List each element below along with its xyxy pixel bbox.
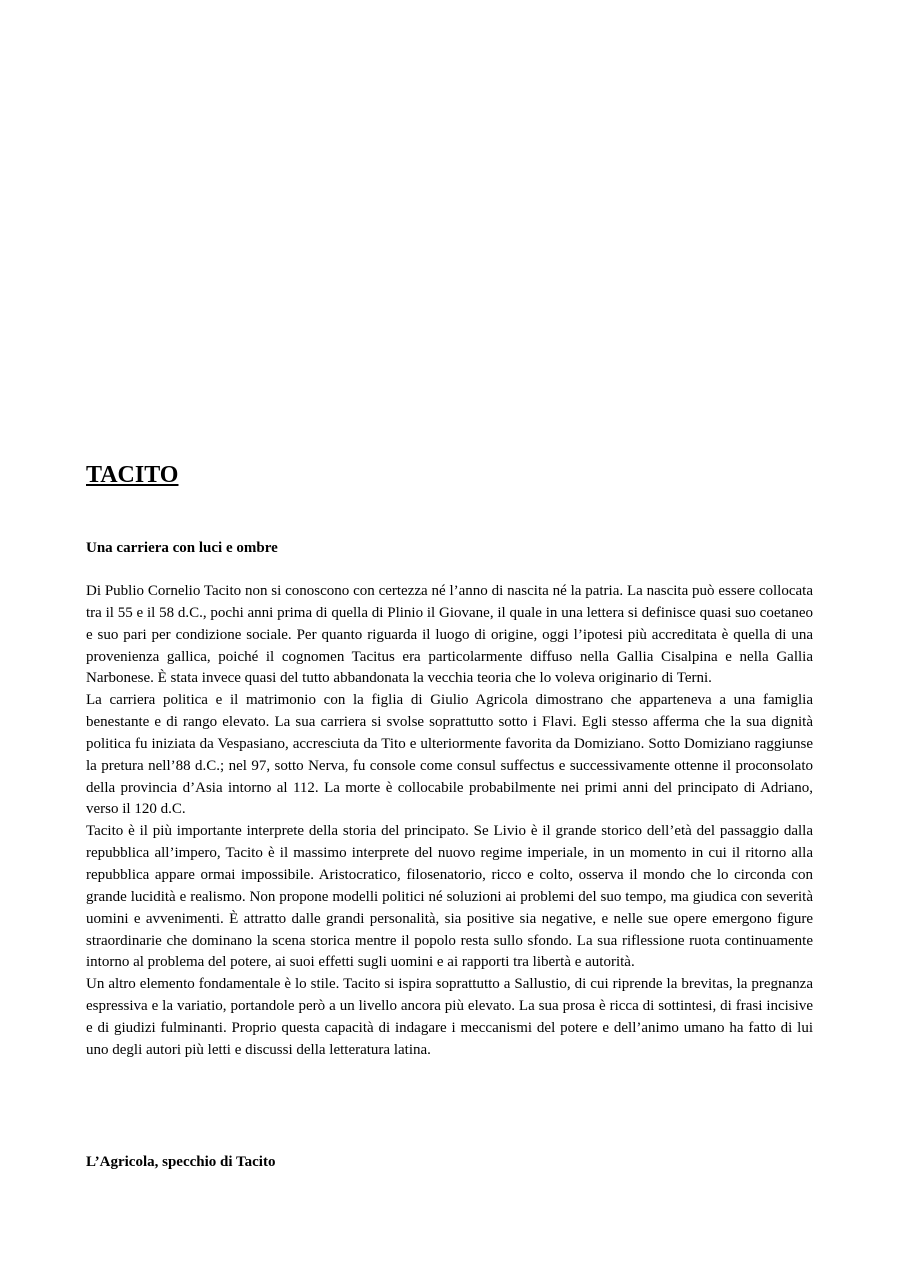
section-body-career — [86, 581, 813, 1062]
paragraph: Di Publio Cornelio Tacito non si conoscono con certezza né l’anno di nascita né la patria. La nascita può essere collocata tra il 55 e il 58 d.C., pochi anni prima di quella di Plinio il Giovane, il quale in una lettera si definisce quasi suo coetaneo e suo pari per condizione sociale. Per quanto riguarda il luogo di origine, oggi l’ipotesi più accreditata è quella di una provenienza gallica, poiché il cognomen Tacitus era particolarmente diffuso nella Gallia Cisalpina e nella Gallia Narbonese. È stata invece quasi del tutto abbandonata la vecchia teoria che lo voleva originario di Terni. — [86, 583, 813, 687]
section-heading-agricola: L’Agricola, specchio di Tacito — [86, 1154, 276, 1170]
paragraph: Tacito è il più importante interprete della storia del principato. Se Livio è il grande storico dell’età del passaggio dalla repubblica all’impero, Tacito è il massimo interprete del nuovo regime imperiale, in un momento in cui il ritorno alla repubblica appare ormai impossibile. Aristocratico, filosenatorio, ricco e colto, osserva il mondo che lo circonda con grande lucidità e realismo. Non propone modelli politici né soluzioni ai problemi del suo tempo, ma giudica con severità uomini e avvenimenti. È attratto dalle grandi personalità, sia positive sia negative, e nelle sue opere emergono figure straordinarie che dominano la scena storica mentre il popolo resta sullo sfondo. La sua riflessione ruota continuamente intorno al problema del potere, ai suoi effetti sugli uomini e ai rapporti tra libertà e autorità. — [86, 823, 813, 971]
paragraph: Un altro elemento fondamentale è lo stile. Tacito si ispira soprattutto a Sallustio, di cui riprende la brevitas, la pregnanza espressiva e la variatio, portandole però a un livello ancora più elevato. La sua prosa è ricca di sottintesi, di frasi incisive e di giudizi fulminanti. Proprio questa capacità di indagare i meccanismi del potere e dell’animo umano ha fatto di lui uno degli autori più letti e discussi della letteratura latina. — [86, 976, 813, 1058]
paragraph: La carriera politica e il matrimonio con la figlia di Giulio Agricola dimostrano che apparteneva a una famiglia benestante e di rango elevato. La sua carriera si svolse soprattutto sotto i Flavi. Egli stesso afferma che la sua dignità politica fu iniziata da Vespasiano, accresciuta da Tito e ulteriormente favorita da Domiziano. Sotto Domiziano raggiunse la pretura nell’88 d.C.; nel 97, sotto Nerva, fu console come consul suffectus e successivamente ottenne il proconsolato della provincia d’Asia intorno al 112. La morte è collocabile probabilmente nei primi anni del principato di Adriano, verso il 120 d.C. — [86, 692, 813, 818]
section-heading-career: Una carriera con luci e ombre — [86, 540, 278, 556]
document-title: TACITO — [86, 462, 179, 488]
